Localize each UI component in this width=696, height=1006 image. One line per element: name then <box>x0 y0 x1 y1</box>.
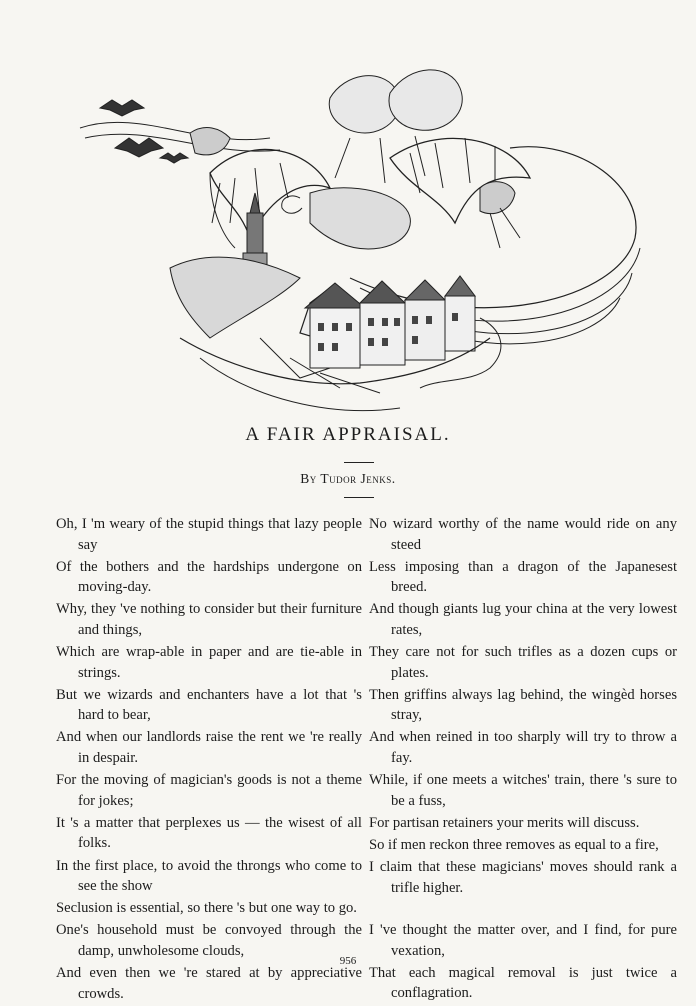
poem-line: Why, they 've nothing to consider but their furniture and things, <box>56 601 362 638</box>
poem-line: It 's a matter that perplexes us — the wisest of all folks. <box>56 814 362 852</box>
illustration-icon <box>60 38 650 433</box>
poem-line: They care not for such trifles as a dozen cups or plates. <box>369 644 677 681</box>
poem-line: One's household must be convoyed through the damp, unwholesome clouds, <box>56 922 362 959</box>
poem-line: For partisan retainers your merits will discuss. <box>369 814 640 831</box>
poem-line: No wizard worthy of the name would ride on any steed <box>369 516 677 553</box>
byline: By Tudor Jenks. <box>300 471 396 486</box>
witches-dragon-illustration <box>60 38 650 433</box>
poem-line: And when our landlords raise the rent we 're really in despair. <box>56 729 362 767</box>
poem-left-column <box>56 514 362 1006</box>
poem-line: I claim that these magicians' moves should rank a trifle higher. <box>369 859 677 896</box>
poem-line: That each magical removal is just twice a conflagration. <box>369 964 677 1002</box>
poem-line: Oh, I 'm weary of the stupid things that lazy people say <box>56 516 362 553</box>
poem-line: Less imposing than a dragon of the Japanesest breed. <box>369 558 677 596</box>
poem-line: And when reined in too sharply will try to throw a fay. <box>369 729 677 767</box>
page-number: 956 <box>339 955 357 967</box>
poem-line: And though giants lug your china at the very lowest rates, <box>369 601 677 638</box>
poem-right-column <box>369 514 677 1006</box>
poem-title: A FAIR APPRAISAL. <box>245 424 451 445</box>
poem-line: I 've thought the matter over, and I find, for pure vexation, <box>369 922 677 959</box>
byline-rule <box>344 497 374 498</box>
poem-line: Which are wrap-able in paper and are tie-able in strings. <box>56 644 362 681</box>
poem-line: Seclusion is essential, so there 's but one way to go. <box>56 900 357 917</box>
poem-line: Then griffins always lag behind, the wingèd horses stray, <box>369 686 677 724</box>
poem-line: So if men reckon three removes as equal to a fire, <box>369 836 659 853</box>
poem-line: But we wizards and enchanters have a lot that 's hard to bear, <box>56 686 362 724</box>
poem-line: Of the bothers and the hardships undergone on moving-day. <box>56 558 362 596</box>
title-rule <box>344 462 374 463</box>
poem-line: For the moving of magician's goods is not a theme for jokes; <box>56 772 362 809</box>
poem-line: In the first place, to avoid the throngs who come to see the show <box>56 857 362 895</box>
poem-line: While, if one meets a witches' train, there 's sure to be a fuss, <box>369 772 677 809</box>
poem-line: And even then we 're stared at by appreciative crowds. <box>56 964 362 1002</box>
